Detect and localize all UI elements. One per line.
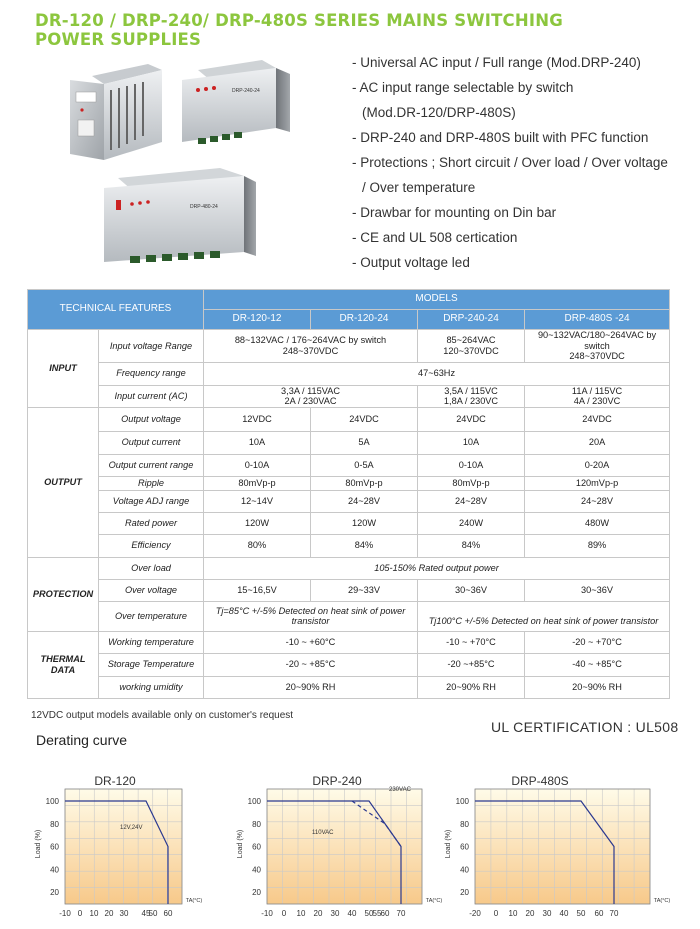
table-cell: 80mVp-p: [311, 476, 418, 490]
chart-series-label: 230VAC: [389, 787, 411, 793]
table-cell: 20~90% RH: [525, 676, 670, 698]
table-cell: -20 ~ +85°C: [204, 653, 418, 676]
chart-x-tick-label: 20: [525, 909, 535, 918]
chart-series-label: 110VAC: [312, 830, 334, 836]
model-header: DR-120-12: [204, 310, 311, 330]
table-cell: 80mVp-p: [204, 476, 311, 490]
drp-480-label: DRP-480-24: [190, 204, 218, 210]
feature-item: - Output voltage led: [352, 255, 470, 270]
table-cell: 0-10A: [418, 454, 525, 476]
row-label: Over temperature: [99, 601, 204, 631]
table-cell: 24VDC: [525, 407, 670, 431]
models-header: MODELS: [204, 290, 670, 310]
chart-series-label: 12V,24V: [120, 825, 143, 831]
table-cell: 120W: [204, 512, 311, 534]
chart-x-tick-label: 60: [380, 909, 390, 918]
chart-y-axis-label: Load (%): [35, 829, 42, 859]
technical-features-table: [27, 289, 670, 699]
chart-x-tick-label: -20: [469, 909, 481, 918]
feature-item-continuation: / Over temperature: [362, 180, 476, 195]
chart-y-tick-label: 60: [252, 842, 261, 852]
table-cell: 12~14V: [204, 490, 311, 512]
technical-features-header: TECHNICAL FEATURES: [28, 290, 204, 330]
chart-x-tick-label: 0: [77, 909, 83, 918]
availability-note: 12VDC output models available only on customer's request: [31, 710, 294, 721]
chart-y-tick-label: 60: [460, 842, 469, 852]
row-label: working umidity: [99, 676, 204, 698]
derating-heading: Derating curve: [36, 732, 128, 748]
chart-x-tick-label: 70: [396, 909, 406, 918]
table-cell: 105-150% Rated output power: [204, 557, 670, 579]
chart-x-tick-label: 20: [313, 909, 323, 918]
chart-x-axis-label: TA(°C): [185, 898, 203, 904]
table-cell: 12VDC: [204, 407, 311, 431]
drp-240-label: DRP-240-24: [232, 88, 260, 94]
chart-x-tick-label: 50: [364, 909, 374, 918]
chart-x-tick-label: -10: [59, 909, 71, 918]
table-cell: 0-5A: [311, 454, 418, 476]
model-header: DRP-480S -24: [525, 310, 670, 330]
derating-chart-dr-120: [30, 744, 203, 918]
table-cell: -10 ~ +70°C: [418, 631, 525, 653]
chart-x-tick-label: 10: [89, 909, 99, 918]
table-cell: 120W: [311, 512, 418, 534]
dr-120-photo: [70, 64, 162, 160]
table-cell: 480W: [525, 512, 670, 534]
table-cell: 20A: [525, 431, 670, 454]
chart-y-tick-label: 80: [252, 819, 261, 829]
table-cell: 80%: [204, 534, 311, 557]
table-cell: -20 ~ +70°C: [525, 631, 670, 653]
chart-x-tick-label: 55: [372, 909, 382, 918]
group-protection: PROTECTION: [28, 557, 99, 631]
chart-x-tick-label: 10: [508, 909, 518, 918]
table-cell: 15~16,5V: [204, 579, 311, 601]
chart-x-tick-label: 0: [281, 909, 287, 918]
row-label: Output voltage: [99, 407, 204, 431]
table-cell: 3,5A / 115VC 1,8A / 230VC: [418, 385, 525, 407]
table-cell: 240W: [418, 512, 525, 534]
table-cell: 30~36V: [418, 579, 525, 601]
row-label: Frequency range: [99, 362, 204, 385]
chart-title: DRP-240: [312, 774, 362, 788]
table-cell: 24VDC: [311, 407, 418, 431]
feature-item: - Universal AC input / Full range (Mod.DRP-240): [352, 55, 641, 70]
table-cell: 24~28V: [525, 490, 670, 512]
row-label: Working temperature: [99, 631, 204, 653]
table-cell: 89%: [525, 534, 670, 557]
table-cell: 90~132VAC/180~264VAC by switch 248~370VDC: [525, 330, 670, 363]
chart-x-tick-label: 30: [542, 909, 552, 918]
table-cell: -20 ~+85°C: [418, 653, 525, 676]
chart-x-tick-label: 40: [347, 909, 357, 918]
chart-x-tick-label: 60: [594, 909, 604, 918]
derating-chart-drp-480s: [440, 744, 671, 918]
row-label: Over load: [99, 557, 204, 579]
chart-x-axis-label: TA(°C): [653, 898, 671, 904]
chart-y-axis-label: Load (%): [237, 829, 244, 859]
model-header: DR-120-24: [311, 310, 418, 330]
row-label: Input voltage Range: [99, 330, 204, 363]
chart-x-tick-label: 10: [296, 909, 306, 918]
chart-x-tick-label: 20: [104, 909, 114, 918]
chart-y-tick-label: 40: [50, 865, 59, 875]
model-header: DRP-240-24: [418, 310, 525, 330]
table-cell: 20~90% RH: [418, 676, 525, 698]
table-cell: -40 ~ +85°C: [525, 653, 670, 676]
chart-x-tick-label: 0: [493, 909, 499, 918]
title-line-2: POWER SUPPLIES: [35, 30, 202, 49]
ul-certification: UL CERTIFICATION : UL508: [491, 719, 679, 735]
table-cell: 80mVp-p: [418, 476, 525, 490]
feature-item: - AC input range selectable by switch: [352, 80, 574, 95]
chart-y-tick-label: 100: [455, 797, 469, 806]
chart-y-axis-label: Load (%): [445, 829, 452, 859]
derating-chart-drp-240: [232, 744, 443, 918]
table-cell: 3,3A / 115VAC 2A / 230VAC: [204, 385, 418, 407]
chart-y-tick-label: 40: [460, 865, 469, 875]
chart-y-tick-label: 80: [460, 819, 469, 829]
chart-y-tick-label: 100: [247, 797, 261, 806]
chart-y-tick-label: 20: [252, 888, 261, 897]
chart-x-tick-label: -10: [261, 909, 273, 918]
chart-y-tick-label: 20: [50, 888, 59, 897]
feature-item-continuation: (Mod.DR-120/DRP-480S): [362, 105, 516, 120]
table-cell: 24~28V: [418, 490, 525, 512]
chart-plot-background: [475, 789, 650, 904]
chart-x-tick-label: 50: [148, 909, 158, 918]
table-cell: 11A / 115VC 4A / 230VC: [525, 385, 670, 407]
table-cell: 120mVp-p: [525, 476, 670, 490]
chart-y-tick-label: 100: [45, 797, 59, 806]
chart-x-tick-label: 30: [119, 909, 129, 918]
chart-x-tick-label: 70: [609, 909, 619, 918]
chart-x-tick-label: 50: [576, 909, 586, 918]
product-photos: [0, 0, 345, 290]
feature-item: - Drawbar for mounting on Din bar: [352, 205, 557, 220]
row-label: Input current (AC): [99, 385, 204, 407]
feature-list: [352, 50, 668, 275]
chart-x-tick-label: 40: [559, 909, 569, 918]
table-cell: 24~28V: [311, 490, 418, 512]
chart-x-tick-label: 45: [141, 909, 151, 918]
table-cell: -10 ~ +60°C: [204, 631, 418, 653]
group-output: OUTPUT: [28, 407, 99, 557]
chart-title: DR-120: [94, 774, 136, 788]
drp-480-photo: [104, 168, 256, 263]
table-cell: 84%: [418, 534, 525, 557]
table-cell: 10A: [204, 431, 311, 454]
group-thermal: THERMAL DATA: [28, 631, 99, 698]
chart-x-tick-label: 30: [330, 909, 340, 918]
table-cell: 5A: [311, 431, 418, 454]
row-label: Rated power: [99, 512, 204, 534]
table-cell: 20~90% RH: [204, 676, 418, 698]
table-cell: 0-20A: [525, 454, 670, 476]
drp-240-photo: [182, 60, 290, 144]
row-label: Storage Temperature: [99, 653, 204, 676]
table-cell: 30~36V: [525, 579, 670, 601]
chart-y-tick-label: 60: [50, 842, 59, 852]
table-cell: 29~33V: [311, 579, 418, 601]
chart-y-tick-label: 40: [252, 865, 261, 875]
chart-title: DRP-480S: [511, 774, 569, 788]
row-label: Output current: [99, 431, 204, 454]
table-cell: 10A: [418, 431, 525, 454]
chart-y-tick-label: 80: [50, 819, 59, 829]
table-cell: Tj=85°C +/-5% Detected on heat sink of power transistor: [204, 601, 418, 631]
row-label: Voltage ADJ range: [99, 490, 204, 512]
table-cell: Tj100°C +/-5% Detected on heat sink of power transistor: [418, 601, 670, 631]
row-label: Efficiency: [99, 534, 204, 557]
chart-x-tick-label: 60: [163, 909, 173, 918]
feature-item: - DRP-240 and DRP-480S built with PFC function: [352, 130, 649, 145]
table-cell: 88~132VAC / 176~264VAC by switch 248~370VDC: [204, 330, 418, 363]
feature-item: - CE and UL 508 certication: [352, 230, 518, 245]
table-cell: 85~264VAC 120~370VDC: [418, 330, 525, 363]
title-line-1: DR-120 / DRP-240/ DRP-480S SERIES MAINS SWITCHING: [35, 11, 563, 30]
row-label: Ripple: [99, 476, 204, 490]
chart-x-axis-label: TA(°C): [425, 898, 443, 904]
chart-y-tick-label: 20: [460, 888, 469, 897]
group-input: INPUT: [28, 330, 99, 408]
row-label: Over voltage: [99, 579, 204, 601]
feature-item: - Protections ; Short circuit / Over load / Over voltage: [352, 155, 668, 170]
table-cell: 84%: [311, 534, 418, 557]
table-cell: 47~63Hz: [204, 362, 670, 385]
table-cell: 0-10A: [204, 454, 311, 476]
row-label: Output current range: [99, 454, 204, 476]
table-cell: 24VDC: [418, 407, 525, 431]
